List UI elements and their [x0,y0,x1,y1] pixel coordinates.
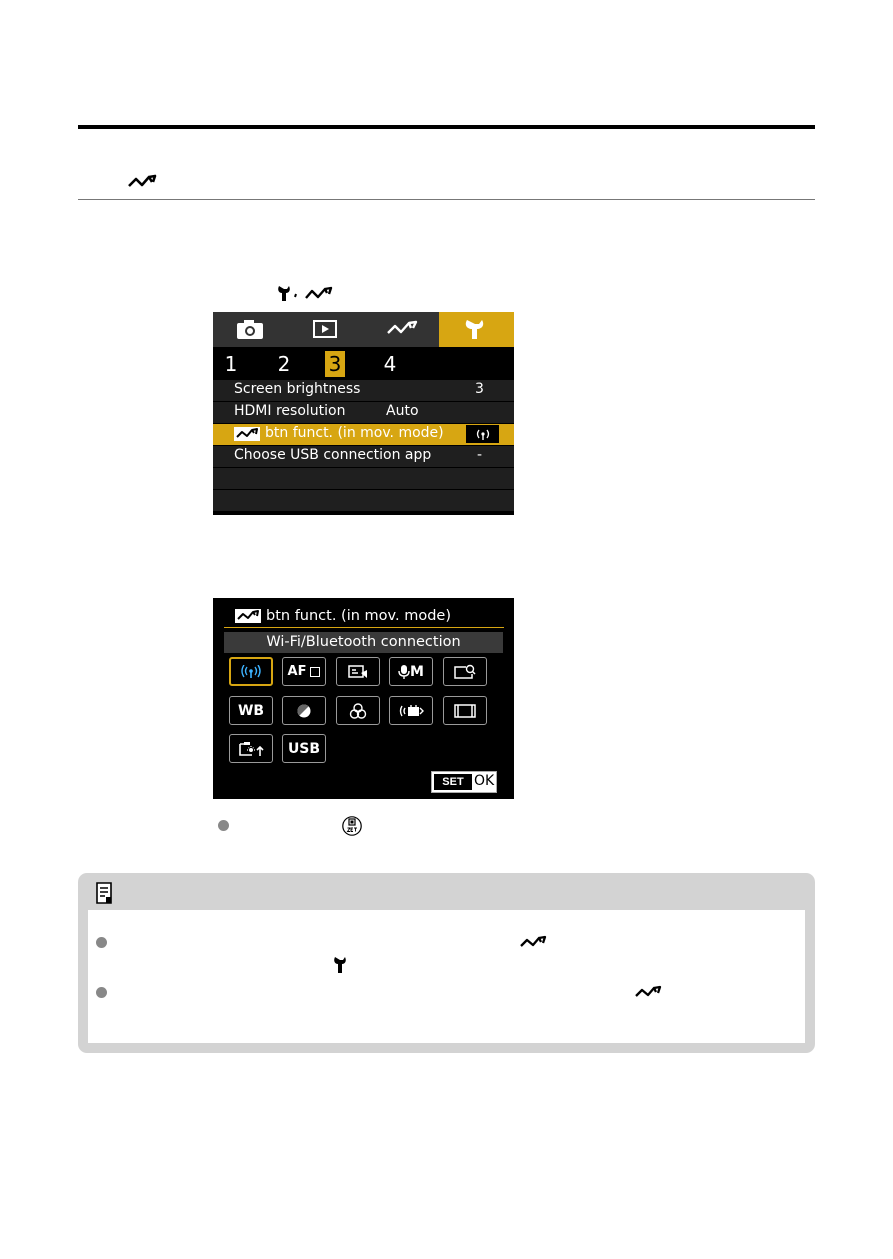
option-exposure[interactable] [282,696,326,725]
wireless-icon [472,428,494,441]
menu-item-btn-funct[interactable] [213,424,514,446]
option-picture-style[interactable] [336,696,380,725]
menu-page-numbers [213,347,514,383]
set-ok-button[interactable] [431,771,497,793]
option-label: WB [237,702,265,719]
menu-item-empty [213,490,514,512]
menu-item-label: btn funct. (in mov. mode) [265,425,444,441]
movie-wave-icon [127,174,157,190]
option-wifi-bluetooth[interactable] [229,657,273,686]
menu-item-value: - [477,447,483,463]
menu-item-empty [213,468,514,490]
tab-wireless[interactable] [363,312,438,347]
menu-item-hdmi-resolution[interactable] [213,402,514,424]
set-label: SET [434,774,472,790]
camera-icon [235,318,265,340]
option-magnify[interactable] [443,657,487,686]
menu-item-value-box [466,425,499,443]
title-underline [224,627,504,628]
memo-icon [95,882,113,904]
movie-af-icon [348,664,368,680]
movie-wave-icon [235,609,261,623]
menu-item-usb-app[interactable] [213,446,514,468]
movie-wave-icon [234,427,260,441]
wrench-icon [333,956,347,974]
option-image-stabilizer[interactable] [389,696,433,725]
option-display-brightness[interactable] [229,734,273,763]
exposure-icon [296,703,312,719]
menu-page-3[interactable]: 3 [325,351,345,377]
tab-setup[interactable] [439,312,514,347]
stabilizer-icon [398,703,424,719]
magnify-icon [454,664,476,680]
note-content [88,910,805,1043]
frame-icon [454,704,476,718]
menu-page-2[interactable]: 2 [277,352,291,376]
movie-wave-icon [634,985,662,1000]
menu-page-1[interactable]: 1 [224,352,238,376]
set-button-icon [342,815,362,837]
bullet [96,937,107,948]
note-box [78,873,815,1053]
tab-shooting[interactable] [213,312,288,347]
menu-item-label: HDMI resolution [234,403,346,419]
tab-playback[interactable] [288,312,363,347]
option-label: USB [287,740,321,757]
bullet [96,987,107,998]
option-usb[interactable] [282,734,326,763]
bullet [218,820,229,831]
option-white-balance[interactable] [229,696,273,725]
menu-page-4[interactable]: 4 [383,352,397,376]
camera-menu-screen [213,312,514,515]
af-frame-icon [310,667,320,677]
ok-label: OK [474,773,495,789]
menu-item-label: Screen brightness [234,381,361,397]
menu-item-label: Choose USB connection app [234,447,432,463]
playback-icon [310,318,340,340]
movie-wave-icon [385,318,419,340]
screen-brightness-icon [238,741,264,757]
movie-wave-icon [519,935,547,950]
wireless-icon [240,665,262,679]
menu-tab-bar [213,312,514,347]
menu-item-value: 3 [475,381,484,397]
menu-item-screen-brightness[interactable] [213,380,514,402]
option-label: M [410,663,424,680]
function-screen-title: btn funct. (in mov. mode) [266,608,451,624]
option-mic-manual[interactable] [389,657,433,686]
current-option-label: Wi-Fi/Bluetooth connection [224,632,503,653]
microphone-icon [398,664,410,680]
heading-rule [78,199,815,200]
menu-item-value: Auto [386,403,419,419]
picture-style-icon [349,703,367,719]
option-af[interactable] [282,657,326,686]
function-select-screen [213,598,514,799]
top-rule [78,125,815,129]
wrench-and-wave-icons [276,283,336,303]
wrench-icon [461,318,491,340]
option-label: AF [287,664,307,679]
option-aspect-frame[interactable] [443,696,487,725]
option-movie-servo[interactable] [336,657,380,686]
